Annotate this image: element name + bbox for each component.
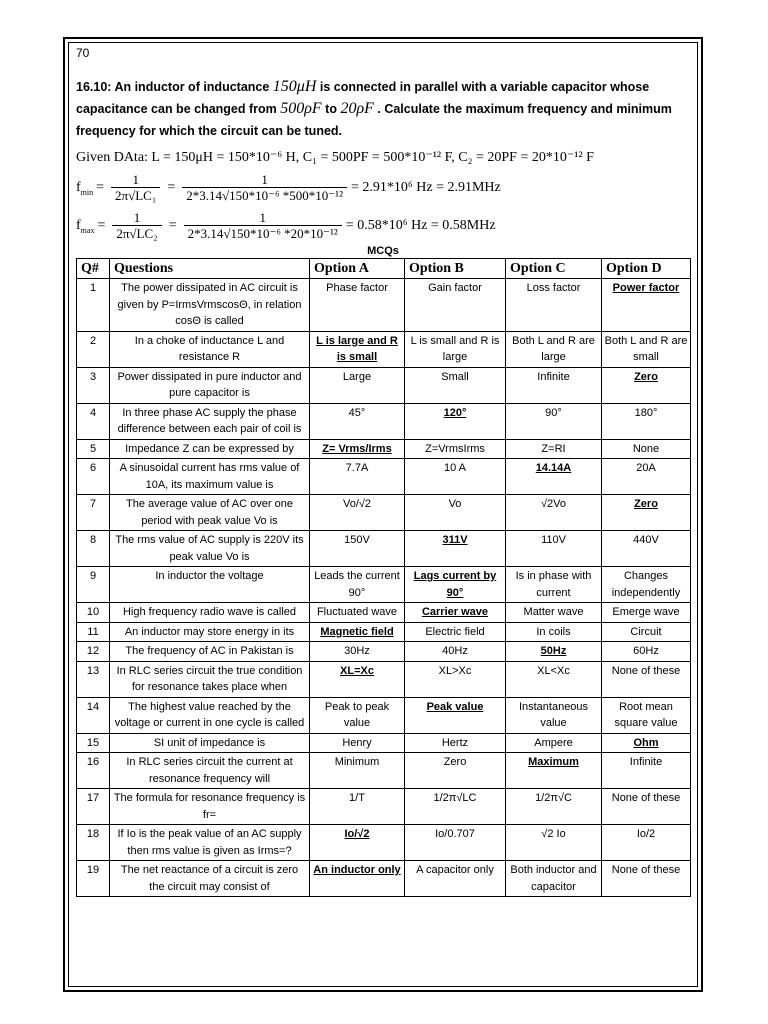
cell-option-a: Minimum (310, 753, 405, 789)
cell-option-c: Matter wave (506, 603, 602, 623)
table-row (77, 661, 691, 697)
cell-option-a: 30Hz (310, 642, 405, 662)
cell-question: The average value of AC over one period with peak value Vo is (110, 495, 310, 531)
header-option-b: Option B (405, 259, 506, 279)
table-row (77, 495, 691, 531)
cell-option-b: Zero (405, 753, 506, 789)
cell-option-b: 10 A (405, 459, 506, 495)
cell-qnum: 11 (77, 622, 110, 642)
cell-qnum: 2 (77, 331, 110, 367)
cell-option-d: None of these (602, 661, 691, 697)
cell-question: In RLC series circuit the true condition for resonance takes place when (110, 661, 310, 697)
fmax-fraction-2: $\frac{1}{\text{2*3.14√150*10⁻⁶ *20*10⁻¹²}}$ (184, 210, 342, 242)
cell-option-b: 40Hz (405, 642, 506, 662)
mcq-table (76, 258, 691, 897)
cell-question: A sinusoidal current has rms value of 10A, its maximum value is (110, 459, 310, 495)
fmax-result: = 0.58*10⁶ Hz = 0.58MHz (345, 218, 496, 233)
fmin-equation: $f_{min}$ = $\frac{1}{\text{2π√LC₁}}$ = $\frac{1}{\text{2*3.14√150*10⁻⁶ *500*10⁻¹²}}$ = 2.91*10⁶ Hz = 2.91MHz (76, 172, 501, 203)
cell-option-a: L is large and R is small (310, 331, 405, 367)
cell-option-d: Root mean square value (602, 697, 691, 733)
cell-question: The rms value of AC supply is 220V its peak value Vo is (110, 531, 310, 567)
cell-option-d: None of these (602, 861, 691, 897)
fmin-fraction-2: $\frac{1}{\text{2*3.14√150*10⁻⁶ *500*10⁻¹²}}$ (182, 172, 347, 204)
cell-option-a: 7.7A (310, 459, 405, 495)
cell-qnum: 1 (77, 279, 110, 332)
table-row (77, 753, 691, 789)
cell-option-a: XL=Xc (310, 661, 405, 697)
cell-option-a: Leads the current 90° (310, 567, 405, 603)
cell-question: In inductor the voltage (110, 567, 310, 603)
cell-option-c: Loss factor (506, 279, 602, 332)
cell-option-a: Phase factor (310, 279, 405, 332)
problem-statement (76, 76, 690, 142)
cell-option-b: L is small and R is large (405, 331, 506, 367)
cell-option-d: 180° (602, 403, 691, 439)
cell-option-a: Io/√2 (310, 825, 405, 861)
table-header-row (77, 259, 691, 279)
problem-text: . Calculate the maximum frequency and minimum frequency for which the circuit can be tuned. (76, 102, 672, 138)
table-row (77, 331, 691, 367)
fmin-fraction-1: $\frac{1}{\text{2π√LC₁}}$ (111, 172, 160, 204)
cell-option-c: 110V (506, 531, 602, 567)
table-row (77, 622, 691, 642)
cell-option-b: Hertz (405, 733, 506, 753)
cell-question: SI unit of impedance is (110, 733, 310, 753)
cell-option-b: Io/0.707 (405, 825, 506, 861)
cell-question: High frequency radio wave is called (110, 603, 310, 623)
cell-option-b: Peak value (405, 697, 506, 733)
header-option-a: Option A (310, 259, 405, 279)
cell-option-a: Henry (310, 733, 405, 753)
cell-option-c: Both inductor and capacitor (506, 861, 602, 897)
problem-text: is connected in parallel with a variable capacitor whose capacitance can be changed from (76, 80, 650, 116)
header-qnum: Q# (77, 259, 110, 279)
cell-option-a: Magnetic field (310, 622, 405, 642)
table-row (77, 531, 691, 567)
table-row (77, 642, 691, 662)
cell-option-b: 311V (405, 531, 506, 567)
fmin-label: $f_{min}$ (76, 179, 94, 197)
cell-qnum: 4 (77, 403, 110, 439)
given-data: Given DAta: L = 150μH = 150*10⁻⁶ H, C₁ = 500PF = 500*10⁻¹² F, C₂ = 20PF = 20*10⁻¹² F (76, 150, 594, 165)
cell-option-d: 20A (602, 459, 691, 495)
cell-option-a: 45° (310, 403, 405, 439)
problem-text: to (321, 102, 341, 116)
cell-question: In RLC series circuit the current at resonance frequency will (110, 753, 310, 789)
header-questions: Questions (110, 259, 310, 279)
table-row (77, 861, 691, 897)
cell-option-b: Z=VrmsIrms (405, 439, 506, 459)
cell-question: The frequency of AC in Pakistan is (110, 642, 310, 662)
cell-qnum: 14 (77, 697, 110, 733)
table-row (77, 367, 691, 403)
cell-question: Impedance Z can be expressed by (110, 439, 310, 459)
cell-option-b: Carrier wave (405, 603, 506, 623)
cell-option-c: In coils (506, 622, 602, 642)
cell-option-a: Large (310, 367, 405, 403)
cell-question: The highest value reached by the voltage or current in one cycle is called (110, 697, 310, 733)
cell-option-c: Is in phase with current (506, 567, 602, 603)
cell-qnum: 16 (77, 753, 110, 789)
cell-option-c: 90° (506, 403, 602, 439)
capacitance-2-symbol: 20ρF (340, 100, 374, 117)
cell-option-c: 1/2π√C (506, 789, 602, 825)
fmax-fraction-1: $\frac{1}{\text{2π√LC₂}}$ (112, 210, 161, 242)
cell-qnum: 3 (77, 367, 110, 403)
cell-option-a: 150V (310, 531, 405, 567)
cell-option-a: Z= Vrms/Irms (310, 439, 405, 459)
cell-option-c: Both L and R are large (506, 331, 602, 367)
cell-qnum: 5 (77, 439, 110, 459)
cell-qnum: 9 (77, 567, 110, 603)
cell-option-d: None of these (602, 789, 691, 825)
cell-option-b: Vo (405, 495, 506, 531)
cell-option-c: Z=RI (506, 439, 602, 459)
page-content (76, 44, 690, 897)
cell-option-d: Io/2 (602, 825, 691, 861)
cell-qnum: 12 (77, 642, 110, 662)
cell-option-b: 120° (405, 403, 506, 439)
cell-option-d: Ohm (602, 733, 691, 753)
cell-option-a: An inductor only (310, 861, 405, 897)
cell-option-d: Circuit (602, 622, 691, 642)
cell-qnum: 8 (77, 531, 110, 567)
fmax-label: $f_{max}$ (76, 217, 95, 235)
cell-question: If Io is the peak value of an AC supply then rms value is given as Irms=? (110, 825, 310, 861)
table-row (77, 789, 691, 825)
table-row (77, 439, 691, 459)
cell-option-a: Vo/√2 (310, 495, 405, 531)
cell-option-d: Zero (602, 367, 691, 403)
cell-option-d: 440V (602, 531, 691, 567)
cell-option-c: √2 Io (506, 825, 602, 861)
cell-option-c: Infinite (506, 367, 602, 403)
table-row (77, 733, 691, 753)
cell-option-b: Electric field (405, 622, 506, 642)
cell-option-c: Instantaneous value (506, 697, 602, 733)
cell-option-d: Both L and R are small (602, 331, 691, 367)
cell-option-b: Lags current by 90° (405, 567, 506, 603)
header-option-d: Option D (602, 259, 691, 279)
cell-option-c: √2Vo (506, 495, 602, 531)
cell-option-b: XL>Xc (405, 661, 506, 697)
table-row (77, 459, 691, 495)
cell-option-d: 60Hz (602, 642, 691, 662)
cell-option-b: Small (405, 367, 506, 403)
mcq-title: MCQs (367, 245, 399, 257)
cell-option-c: 50Hz (506, 642, 602, 662)
problem-text: 16.10: An inductor of inductance (76, 80, 273, 94)
cell-option-b: 1/2π√LC (405, 789, 506, 825)
cell-option-c: XL<Xc (506, 661, 602, 697)
cell-option-c: Ampere (506, 733, 602, 753)
cell-question: In three phase AC supply the phase difference between each pair of coil is (110, 403, 310, 439)
cell-option-d: Changes independently (602, 567, 691, 603)
cell-qnum: 10 (77, 603, 110, 623)
cell-question: The net reactance of a circuit is zero the circuit may consist of (110, 861, 310, 897)
cell-qnum: 13 (77, 661, 110, 697)
cell-qnum: 15 (77, 733, 110, 753)
cell-qnum: 17 (77, 789, 110, 825)
cell-option-a: 1/T (310, 789, 405, 825)
fmin-result: = 2.91*10⁶ Hz = 2.91MHz (350, 180, 501, 195)
cell-option-d: Power factor (602, 279, 691, 332)
cell-option-d: Zero (602, 495, 691, 531)
cell-option-a: Peak to peak value (310, 697, 405, 733)
table-row (77, 697, 691, 733)
fmax-equation: $f_{max}$ = $\frac{1}{\text{2π√LC₂}}$ = $\frac{1}{\text{2*3.14√150*10⁻⁶ *20*10⁻¹²}}$ = 0.58*10⁶ Hz = 0.58MHz (76, 210, 496, 241)
cell-qnum: 6 (77, 459, 110, 495)
cell-option-b: Gain factor (405, 279, 506, 332)
cell-option-a: Fluctuated wave (310, 603, 405, 623)
cell-option-b: A capacitor only (405, 861, 506, 897)
cell-option-d: Infinite (602, 753, 691, 789)
cell-question: In a choke of inductance L and resistance R (110, 331, 310, 367)
table-row (77, 279, 691, 332)
inductance-symbol: 150μH (272, 78, 317, 95)
cell-option-c: 14.14A (506, 459, 602, 495)
capacitance-1-symbol: 500ρF (280, 100, 322, 117)
cell-option-c: Maximum (506, 753, 602, 789)
table-row (77, 825, 691, 861)
table-row (77, 567, 691, 603)
cell-qnum: 19 (77, 861, 110, 897)
cell-question: Power dissipated in pure inductor and pure capacitor is (110, 367, 310, 403)
cell-option-d: Emerge wave (602, 603, 691, 623)
cell-question: An inductor may store energy in its (110, 622, 310, 642)
cell-qnum: 7 (77, 495, 110, 531)
cell-qnum: 18 (77, 825, 110, 861)
table-row (77, 403, 691, 439)
page-number: 70 (76, 46, 90, 60)
table-row (77, 603, 691, 623)
cell-question: The formula for resonance frequency is fr= (110, 789, 310, 825)
cell-question: The power dissipated in AC circuit is given by P=IrmsVrmscosΘ, in relation cosΘ is called (110, 279, 310, 332)
cell-option-d: None (602, 439, 691, 459)
header-option-c: Option C (506, 259, 602, 279)
